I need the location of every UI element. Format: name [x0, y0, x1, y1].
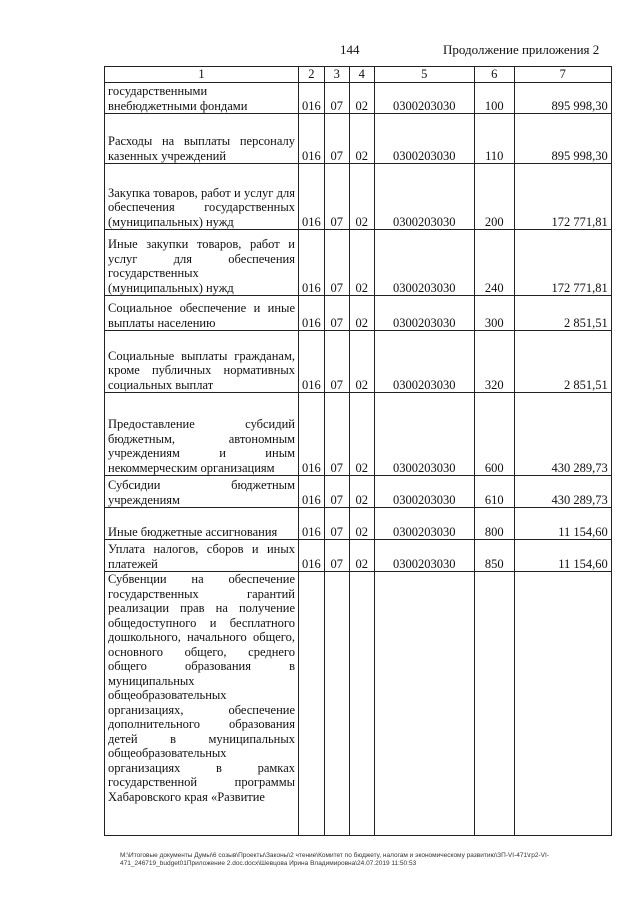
- cell-expense-type: 850: [474, 540, 514, 572]
- cell-subsection: 02: [349, 508, 374, 540]
- cell-amount: [514, 572, 611, 836]
- cell-expense-type: 110: [474, 114, 514, 164]
- cell-subsection: [349, 572, 374, 836]
- cell-section: 07: [324, 230, 349, 296]
- cell-target-article: 0300203030: [374, 331, 474, 393]
- cell-expense-type: 600: [474, 393, 514, 476]
- cell-target-article: 0300203030: [374, 508, 474, 540]
- row-name: Расходы на выплаты персоналу казенных учреждений: [105, 114, 299, 164]
- cell-section: 07: [324, 476, 349, 508]
- budget-table: [104, 66, 612, 836]
- row-name: Социальное обеспечение и иные выплаты населению: [105, 296, 299, 331]
- cell-amount: 11 154,60: [514, 508, 611, 540]
- cell-amount: 172 771,81: [514, 230, 611, 296]
- cell-section: 07: [324, 83, 349, 114]
- cell-amount: 2 851,51: [514, 296, 611, 331]
- cell-section: 07: [324, 296, 349, 331]
- cell-amount: 430 289,73: [514, 476, 611, 508]
- cell-expense-type: 610: [474, 476, 514, 508]
- cell-expense-type: 240: [474, 230, 514, 296]
- cell-expense-type: 800: [474, 508, 514, 540]
- cell-target-article: 0300203030: [374, 164, 474, 230]
- cell-subsection: 02: [349, 331, 374, 393]
- table-row: [105, 393, 612, 476]
- cell-target-article: 0300203030: [374, 83, 474, 114]
- cell-subsection: 02: [349, 83, 374, 114]
- cell-ministry: 016: [299, 230, 325, 296]
- cell-amount: 895 998,30: [514, 83, 611, 114]
- cell-target-article: 0300203030: [374, 230, 474, 296]
- cell-ministry: 016: [299, 331, 325, 393]
- column-header: 1: [105, 67, 299, 83]
- column-header: 5: [374, 67, 474, 83]
- table-row: [105, 230, 612, 296]
- row-name: Уплата налогов, сборов и иных платежей: [105, 540, 299, 572]
- cell-section: [324, 572, 349, 836]
- cell-expense-type: [474, 572, 514, 836]
- cell-ministry: 016: [299, 393, 325, 476]
- cell-target-article: [374, 572, 474, 836]
- cell-subsection: 02: [349, 164, 374, 230]
- cell-section: 07: [324, 393, 349, 476]
- table-row: [105, 572, 612, 836]
- cell-section: 07: [324, 114, 349, 164]
- cell-target-article: 0300203030: [374, 540, 474, 572]
- table-row: [105, 540, 612, 572]
- row-name: Субсидии бюджетным учреждениям: [105, 476, 299, 508]
- cell-ministry: 016: [299, 114, 325, 164]
- cell-ministry: 016: [299, 83, 325, 114]
- row-name: Иные закупки товаров, работ и услуг для обеспечения государственных (муниципальных) нужд: [105, 230, 299, 296]
- cell-amount: 2 851,51: [514, 331, 611, 393]
- cell-expense-type: 200: [474, 164, 514, 230]
- continuation-label: Продолжение приложения 2: [443, 42, 600, 57]
- cell-target-article: 0300203030: [374, 296, 474, 331]
- table-row: [105, 114, 612, 164]
- row-name: Субвенции на обеспечение государственных гарантий реализации прав на получение общедоступного и бесплатного дошкольного, начального общего, основного общего, среднего общего образования в муниципальных общеобразовательных организациях, обеспечение дополнительного образования детей в муниципальных общеобразовательных организациях в рамках государственной программы Хабаровского края «Развитие: [105, 572, 299, 836]
- cell-ministry: 016: [299, 508, 325, 540]
- cell-section: 07: [324, 540, 349, 572]
- table-row: [105, 164, 612, 230]
- cell-expense-type: 100: [474, 83, 514, 114]
- row-name: Закупка товаров, работ и услуг для обеспечения государственных (муниципальных) нужд: [105, 164, 299, 230]
- cell-subsection: 02: [349, 296, 374, 331]
- row-name: Предоставление субсидий бюджетным, автономным учреждениям и иным некоммерческим организациям: [105, 393, 299, 476]
- row-name: Иные бюджетные ассигнования: [105, 508, 299, 540]
- cell-target-article: 0300203030: [374, 476, 474, 508]
- table-row: [105, 296, 612, 331]
- cell-expense-type: 300: [474, 296, 514, 331]
- cell-amount: 172 771,81: [514, 164, 611, 230]
- cell-ministry: 016: [299, 540, 325, 572]
- column-header: 4: [349, 67, 374, 83]
- cell-ministry: 016: [299, 164, 325, 230]
- row-name: Социальные выплаты гражданам, кроме публичных нормативных социальных выплат: [105, 331, 299, 393]
- file-path-footer: M:\Итоговые документы Думы\6 созыв\Проекты\Законы\2 чтение\Комитет по бюджету, налогам и экономическому развитию\ЗП-VI-471\гр2-VI-471_246719_budget01Приложение 2.doc.docx\Шевцова Ирина Владимировна\24.07.2019 11:50:53: [120, 852, 549, 867]
- cell-ministry: 016: [299, 476, 325, 508]
- cell-target-article: 0300203030: [374, 393, 474, 476]
- table-header-row: [105, 67, 612, 83]
- cell-section: 07: [324, 508, 349, 540]
- cell-amount: 430 289,73: [514, 393, 611, 476]
- cell-subsection: 02: [349, 476, 374, 508]
- page-number: 144: [340, 42, 360, 57]
- table-row: [105, 476, 612, 508]
- cell-expense-type: 320: [474, 331, 514, 393]
- row-name: государственными внебюджетными фондами: [105, 83, 299, 114]
- cell-amount: 11 154,60: [514, 540, 611, 572]
- cell-target-article: 0300203030: [374, 114, 474, 164]
- column-header: 2: [299, 67, 325, 83]
- cell-ministry: 016: [299, 296, 325, 331]
- table-row: [105, 331, 612, 393]
- cell-section: 07: [324, 164, 349, 230]
- column-header: 3: [324, 67, 349, 83]
- table-row: [105, 83, 612, 114]
- cell-subsection: 02: [349, 540, 374, 572]
- table-row: [105, 508, 612, 540]
- column-header: 6: [474, 67, 514, 83]
- cell-subsection: 02: [349, 114, 374, 164]
- column-header: 7: [514, 67, 611, 83]
- cell-section: 07: [324, 331, 349, 393]
- cell-subsection: 02: [349, 393, 374, 476]
- cell-amount: 895 998,30: [514, 114, 611, 164]
- cell-ministry: [299, 572, 325, 836]
- cell-subsection: 02: [349, 230, 374, 296]
